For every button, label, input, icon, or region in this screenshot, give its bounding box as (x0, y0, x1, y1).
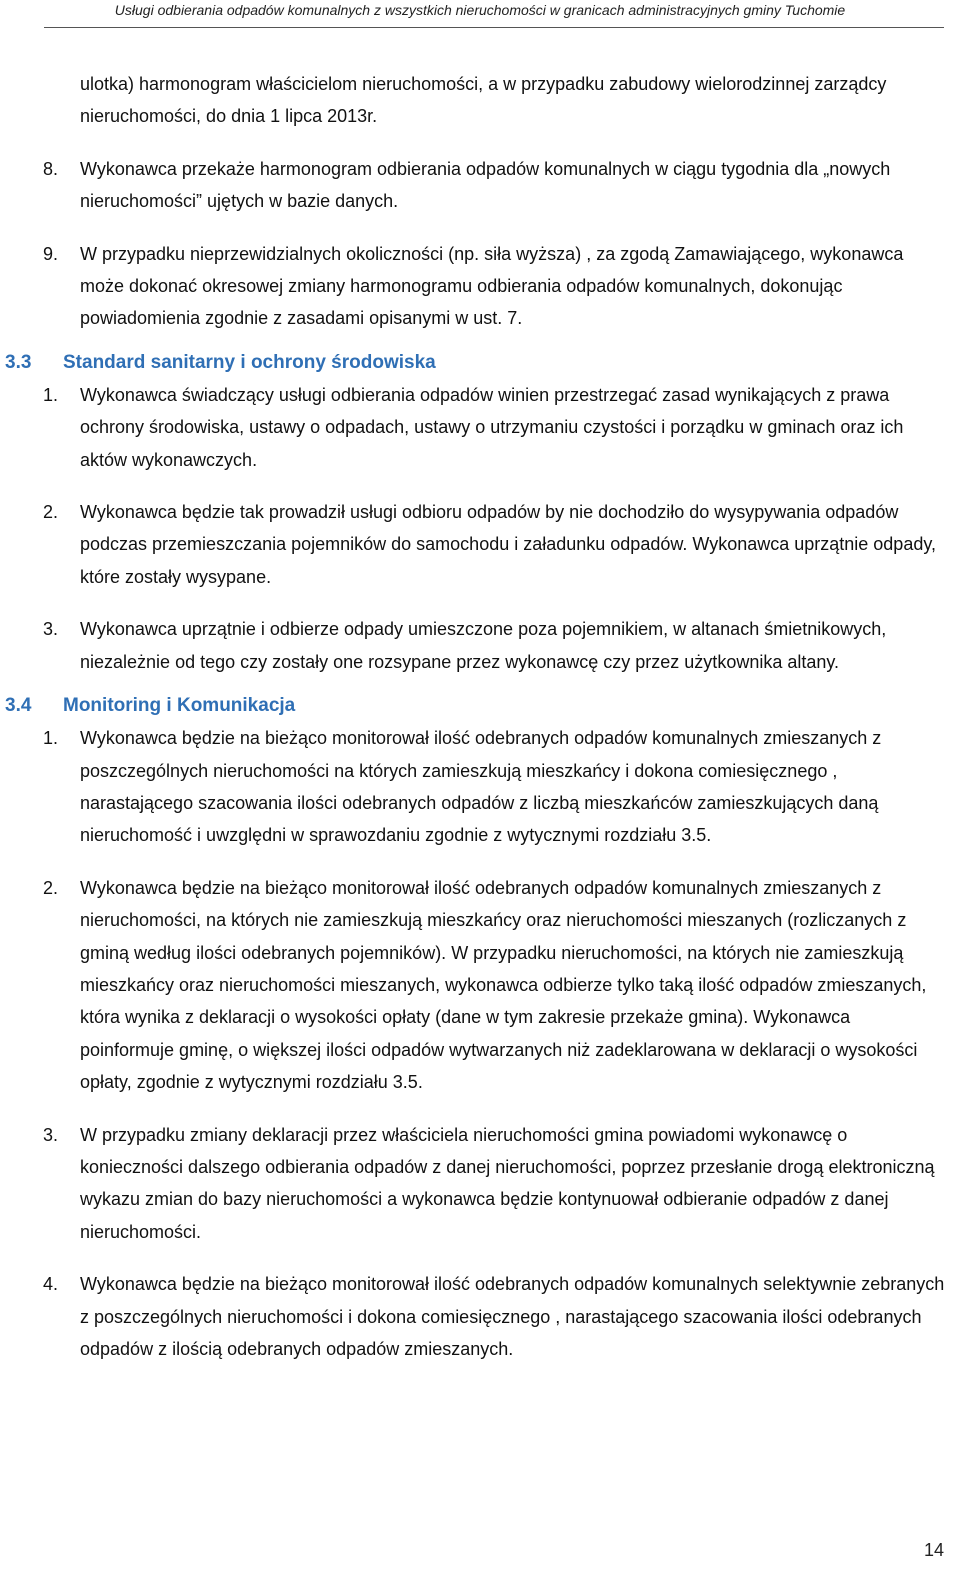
list-item-8 (0, 153, 960, 218)
list-item (0, 379, 960, 476)
list-number: 2. (43, 877, 59, 898)
list-item-text: W przypadku nieprzewidzialnych okoliczności (np. siła wyższa) , za zgodą Zamawiającego, wykonawca może dokonać okresowej zmiany harmonogramu odbierania odpadów komunalnych, dokonując powiadomienia zgodnie z zasadami opisanymi w ust. 7. (80, 243, 904, 329)
page-header: Usługi odbierania odpadów komunalnych z wszystkich nieruchomości w granicach administracyjnych gminy Tuchomie (114, 2, 846, 18)
page-number: 14 (923, 1540, 944, 1560)
list-number: 8. (43, 158, 59, 179)
document-body (0, 68, 960, 1365)
list-item (0, 872, 960, 1099)
list-item (0, 496, 960, 593)
section-number: 3.4 (5, 695, 32, 717)
list-number: 2. (43, 502, 59, 523)
list-item (0, 1119, 960, 1249)
list-item-text: Wykonawca będzie na bieżąco monitorował ilość odebranych odpadów komunalnych zmieszanych z nieruchomości, na których nie zamieszkują mieszkańcy oraz nieruchomości mieszanych (rozliczanych z gminą według ilości odebranych pojemników). W przypadku nieruchomości, na których nie zamieszkują mieszkańcy oraz nieruchomości mieszanych, wykonawca odbierze tylko taką ilość odpadów zmieszanych, która wynika z deklaracji o wysokości opłaty (dane w tym zakresie przekaże gmina). Wykonawca poinformuje gminę, o większej ilości odpadów wytwarzanych niż zadeklarowana w deklaracji o wysokości opłaty, zgodnie z wytycznymi rozdziału 3.5. (80, 877, 927, 1093)
section-title: Monitoring i Komunikacja (63, 695, 296, 717)
list-number: 1. (43, 384, 59, 405)
list-item-text: Wykonawca będzie na bieżąco monitorował ilość odebranych odpadów komunalnych zmieszanych z poszczególnych nieruchomości na których zamieszkują mieszkańcy i dokona comiesięcznego , narastającego szacowania ilości odebranych odpadów z liczbą mieszkańców zamieszkujących daną nieruchomość i uwzględni w sprawozdaniu zgodnie z wytycznymi rozdziału 3.5. (80, 728, 882, 846)
section-title: Standard sanitarny i ochrony środowiska (63, 351, 436, 373)
list-number: 1. (43, 728, 59, 749)
list-item-text: Wykonawca będzie tak prowadził usługi odbioru odpadów by nie dochodziło do wysypywania odpadów podczas przemieszczania pojemników do samochodu i załadunku odpadów. Wykonawca uprzątnie odpady, które zostały wysypane. (80, 502, 937, 587)
list-number: 3. (43, 619, 59, 640)
section-heading-3-3 (0, 347, 960, 379)
list-number: 3. (43, 1124, 59, 1145)
section-heading-3-4 (0, 690, 960, 722)
list-item (0, 613, 960, 678)
list-item-text: W przypadku zmiany deklaracji przez właściciela nieruchomości gmina powiadomi wykonawcę o konieczności dalszego odbierania odpadów z danej nieruchomości, poprzez przesłanie drogą elektroniczną wykazu zmian do bazy nieruchomości a wykonawca będzie kontynuował odbieranie odpadów z danej nieruchomości. (80, 1124, 935, 1242)
list-item-9 (0, 238, 960, 335)
list-item (0, 722, 960, 852)
list-item-text: Wykonawca będzie na bieżąco monitorował ilość odebranych odpadów komunalnych selektywnie zebranych z poszczególnych nieruchomości i dokona comiesięcznego , narastającego szacowania ilości odebranych odpadów z ilością odebranych odpadów zmieszanych. (80, 1274, 945, 1359)
intro-paragraph: ulotka) harmonogram właścicielom nieruchomości, a w przypadku zabudowy wielorodzinnej zarządcy nieruchomości, do dnia 1 lipca 2013r. (80, 74, 887, 127)
list-item-text: Wykonawca świadczący usługi odbierania odpadów winien przestrzegać zasad wynikających z prawa ochrony środowiska, ustawy o odpadach, ustawy o utrzymaniu czystości i porządku w gminach oraz ich aktów wykonawczych. (80, 384, 904, 470)
list-item (0, 1268, 960, 1365)
list-number: 4. (43, 1274, 59, 1295)
header-divider (44, 27, 944, 28)
list-item-text: Wykonawca uprzątnie i odbierze odpady umieszczone poza pojemnikiem, w altanach śmietnikowych, niezależnie od tego czy zostały one rozsypane przez wykonawcę czy przez użytkownika altany. (80, 619, 887, 672)
list-number: 9. (43, 243, 59, 264)
section-number: 3.3 (5, 351, 32, 373)
list-item-text: Wykonawca przekaże harmonogram odbierania odpadów komunalnych w ciągu tygodnia dla „nowych nieruchomości” ujętych w bazie danych. (80, 158, 891, 212)
